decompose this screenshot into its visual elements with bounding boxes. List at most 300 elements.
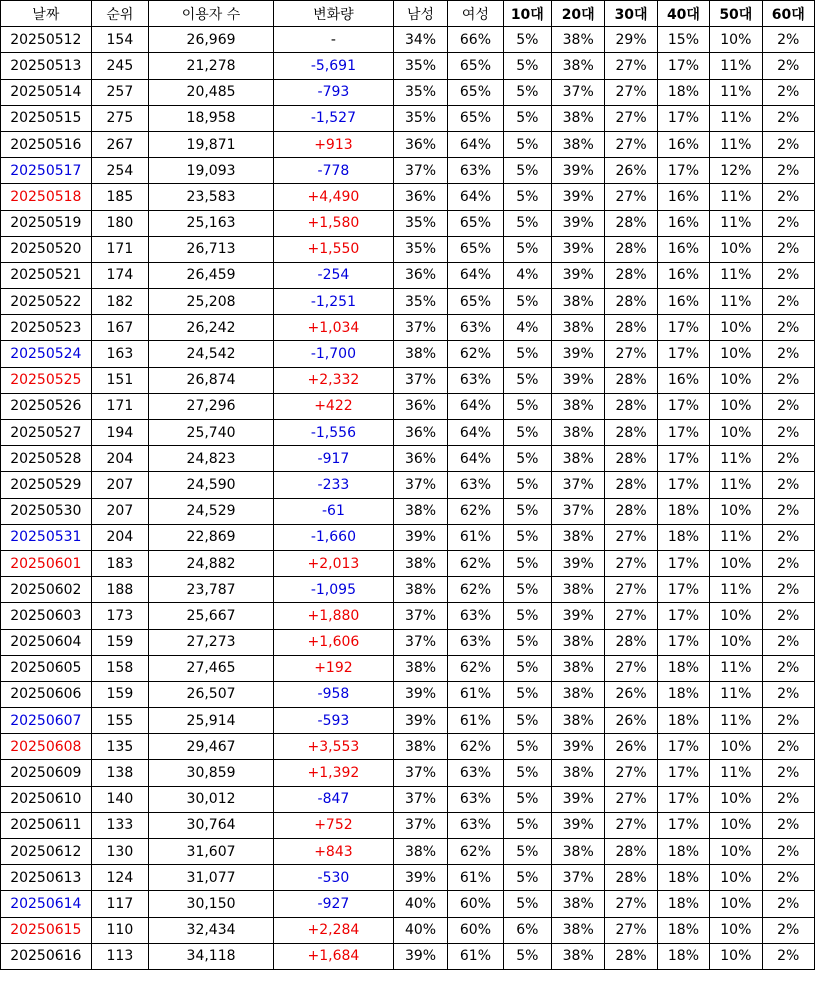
- cell-age-10s: 5%: [503, 367, 551, 393]
- cell-age-50s: 10%: [710, 236, 762, 262]
- cell-change: +4,490: [273, 184, 393, 210]
- cell-change: +422: [273, 393, 393, 419]
- cell-age-30s: 28%: [605, 236, 657, 262]
- table-row: [1, 891, 815, 917]
- cell-users: 29,467: [149, 734, 274, 760]
- cell-female: 62%: [448, 341, 503, 367]
- cell-age-60s: 2%: [762, 917, 814, 943]
- cell-date: 20250604: [1, 629, 92, 655]
- cell-age-40s: 18%: [657, 865, 709, 891]
- cell-age-50s: 11%: [710, 577, 762, 603]
- cell-male: 36%: [393, 446, 447, 472]
- cell-age-30s: 26%: [605, 681, 657, 707]
- header-male: 남성: [393, 1, 447, 27]
- cell-age-50s: 12%: [710, 158, 762, 184]
- cell-age-60s: 2%: [762, 53, 814, 79]
- cell-age-30s: 27%: [605, 655, 657, 681]
- cell-rank: 155: [91, 708, 148, 734]
- cell-rank: 207: [91, 498, 148, 524]
- cell-age-20s: 38%: [552, 27, 605, 53]
- cell-users: 25,914: [149, 708, 274, 734]
- cell-users: 26,459: [149, 262, 274, 288]
- cell-female: 63%: [448, 367, 503, 393]
- cell-age-20s: 39%: [552, 550, 605, 576]
- cell-rank: 163: [91, 341, 148, 367]
- cell-users: 30,012: [149, 786, 274, 812]
- table-row: [1, 341, 815, 367]
- cell-female: 64%: [448, 262, 503, 288]
- cell-age-50s: 11%: [710, 524, 762, 550]
- cell-age-50s: 11%: [710, 105, 762, 131]
- header-users: 이용자 수: [149, 1, 274, 27]
- cell-users: 26,242: [149, 315, 274, 341]
- cell-male: 35%: [393, 210, 447, 236]
- cell-age-10s: 4%: [503, 315, 551, 341]
- cell-age-40s: 16%: [657, 262, 709, 288]
- cell-rank: 204: [91, 446, 148, 472]
- cell-age-10s: 5%: [503, 210, 551, 236]
- cell-age-50s: 11%: [710, 655, 762, 681]
- cell-age-20s: 37%: [552, 79, 605, 105]
- cell-age-40s: 17%: [657, 393, 709, 419]
- cell-male: 36%: [393, 184, 447, 210]
- cell-change: +2,332: [273, 367, 393, 393]
- cell-rank: 130: [91, 839, 148, 865]
- cell-age-10s: 5%: [503, 472, 551, 498]
- cell-date: 20250517: [1, 158, 92, 184]
- cell-users: 24,529: [149, 498, 274, 524]
- cell-age-30s: 28%: [605, 472, 657, 498]
- cell-age-20s: 39%: [552, 184, 605, 210]
- cell-date: 20250606: [1, 681, 92, 707]
- cell-female: 60%: [448, 917, 503, 943]
- table-row: [1, 524, 815, 550]
- cell-age-30s: 28%: [605, 839, 657, 865]
- cell-rank: 117: [91, 891, 148, 917]
- cell-age-10s: 5%: [503, 53, 551, 79]
- cell-age-20s: 38%: [552, 577, 605, 603]
- cell-age-30s: 26%: [605, 158, 657, 184]
- cell-age-50s: 11%: [710, 79, 762, 105]
- header-age-60s: 60대: [762, 1, 814, 27]
- cell-rank: 173: [91, 603, 148, 629]
- cell-age-40s: 16%: [657, 210, 709, 236]
- cell-date: 20250528: [1, 446, 92, 472]
- cell-age-40s: 18%: [657, 498, 709, 524]
- cell-male: 39%: [393, 681, 447, 707]
- cell-age-60s: 2%: [762, 734, 814, 760]
- cell-users: 30,150: [149, 891, 274, 917]
- cell-age-40s: 17%: [657, 603, 709, 629]
- cell-change: -793: [273, 79, 393, 105]
- cell-female: 63%: [448, 315, 503, 341]
- cell-age-60s: 2%: [762, 393, 814, 419]
- cell-age-20s: 38%: [552, 681, 605, 707]
- cell-age-20s: 39%: [552, 786, 605, 812]
- cell-age-60s: 2%: [762, 681, 814, 707]
- cell-change: +843: [273, 839, 393, 865]
- cell-date: 20250524: [1, 341, 92, 367]
- cell-age-40s: 17%: [657, 760, 709, 786]
- cell-change: +913: [273, 131, 393, 157]
- cell-age-10s: 5%: [503, 760, 551, 786]
- cell-age-60s: 2%: [762, 446, 814, 472]
- cell-age-10s: 5%: [503, 27, 551, 53]
- cell-age-10s: 5%: [503, 236, 551, 262]
- cell-age-30s: 27%: [605, 105, 657, 131]
- cell-age-20s: 39%: [552, 367, 605, 393]
- cell-age-40s: 17%: [657, 472, 709, 498]
- cell-age-40s: 16%: [657, 236, 709, 262]
- cell-female: 62%: [448, 577, 503, 603]
- cell-age-60s: 2%: [762, 550, 814, 576]
- cell-change: +1,392: [273, 760, 393, 786]
- cell-age-30s: 27%: [605, 524, 657, 550]
- cell-female: 61%: [448, 524, 503, 550]
- cell-age-30s: 27%: [605, 79, 657, 105]
- cell-rank: 171: [91, 236, 148, 262]
- cell-male: 36%: [393, 420, 447, 446]
- cell-age-10s: 5%: [503, 524, 551, 550]
- cell-age-40s: 17%: [657, 105, 709, 131]
- header-age-30s: 30대: [605, 1, 657, 27]
- cell-change: -1,527: [273, 105, 393, 131]
- cell-age-20s: 38%: [552, 393, 605, 419]
- table-row: [1, 446, 815, 472]
- cell-age-40s: 18%: [657, 524, 709, 550]
- cell-age-60s: 2%: [762, 629, 814, 655]
- cell-female: 63%: [448, 158, 503, 184]
- cell-change: -778: [273, 158, 393, 184]
- cell-age-20s: 39%: [552, 210, 605, 236]
- cell-male: 35%: [393, 79, 447, 105]
- cell-female: 64%: [448, 131, 503, 157]
- cell-change: -927: [273, 891, 393, 917]
- cell-date: 20250515: [1, 105, 92, 131]
- cell-date: 20250616: [1, 943, 92, 969]
- cell-male: 35%: [393, 289, 447, 315]
- cell-age-10s: 5%: [503, 943, 551, 969]
- cell-age-10s: 4%: [503, 262, 551, 288]
- cell-date: 20250609: [1, 760, 92, 786]
- cell-age-10s: 5%: [503, 708, 551, 734]
- cell-date: 20250612: [1, 839, 92, 865]
- cell-users: 19,093: [149, 158, 274, 184]
- cell-age-30s: 26%: [605, 734, 657, 760]
- cell-age-30s: 27%: [605, 891, 657, 917]
- cell-male: 38%: [393, 734, 447, 760]
- table-row: [1, 655, 815, 681]
- cell-age-50s: 11%: [710, 184, 762, 210]
- table-row: [1, 210, 815, 236]
- cell-female: 63%: [448, 472, 503, 498]
- cell-age-50s: 10%: [710, 603, 762, 629]
- cell-age-60s: 2%: [762, 498, 814, 524]
- cell-age-30s: 27%: [605, 341, 657, 367]
- cell-age-60s: 2%: [762, 158, 814, 184]
- cell-age-50s: 11%: [710, 210, 762, 236]
- cell-age-10s: 5%: [503, 184, 551, 210]
- cell-change: +1,034: [273, 315, 393, 341]
- cell-age-60s: 2%: [762, 760, 814, 786]
- header-change: 변화량: [273, 1, 393, 27]
- cell-age-10s: 5%: [503, 734, 551, 760]
- cell-age-40s: 17%: [657, 577, 709, 603]
- cell-age-60s: 2%: [762, 839, 814, 865]
- cell-age-50s: 10%: [710, 498, 762, 524]
- cell-age-10s: 5%: [503, 446, 551, 472]
- table-row: [1, 629, 815, 655]
- cell-date: 20250522: [1, 289, 92, 315]
- cell-female: 64%: [448, 446, 503, 472]
- cell-age-10s: 5%: [503, 603, 551, 629]
- header-female: 여성: [448, 1, 503, 27]
- cell-change: -917: [273, 446, 393, 472]
- cell-date: 20250530: [1, 498, 92, 524]
- cell-users: 23,583: [149, 184, 274, 210]
- cell-users: 24,542: [149, 341, 274, 367]
- cell-age-30s: 27%: [605, 53, 657, 79]
- cell-age-40s: 18%: [657, 891, 709, 917]
- cell-age-40s: 17%: [657, 734, 709, 760]
- cell-rank: 180: [91, 210, 148, 236]
- cell-change: +1,606: [273, 629, 393, 655]
- cell-male: 38%: [393, 577, 447, 603]
- cell-rank: 158: [91, 655, 148, 681]
- cell-age-40s: 17%: [657, 629, 709, 655]
- cell-age-20s: 38%: [552, 760, 605, 786]
- table-row: [1, 131, 815, 157]
- cell-date: 20250614: [1, 891, 92, 917]
- table-row: [1, 184, 815, 210]
- cell-male: 37%: [393, 812, 447, 838]
- cell-female: 65%: [448, 105, 503, 131]
- cell-age-30s: 29%: [605, 27, 657, 53]
- cell-rank: 185: [91, 184, 148, 210]
- cell-female: 61%: [448, 708, 503, 734]
- cell-age-40s: 17%: [657, 53, 709, 79]
- cell-change: -593: [273, 708, 393, 734]
- cell-change: +1,880: [273, 603, 393, 629]
- cell-age-40s: 17%: [657, 446, 709, 472]
- cell-age-50s: 10%: [710, 786, 762, 812]
- cell-age-20s: 39%: [552, 734, 605, 760]
- cell-age-40s: 18%: [657, 917, 709, 943]
- table-row: [1, 577, 815, 603]
- cell-age-30s: 28%: [605, 629, 657, 655]
- cell-age-10s: 5%: [503, 498, 551, 524]
- cell-male: 37%: [393, 760, 447, 786]
- cell-change: +1,684: [273, 943, 393, 969]
- table-row: [1, 262, 815, 288]
- cell-users: 26,874: [149, 367, 274, 393]
- cell-change: -233: [273, 472, 393, 498]
- cell-date: 20250526: [1, 393, 92, 419]
- cell-female: 64%: [448, 393, 503, 419]
- cell-rank: 167: [91, 315, 148, 341]
- table-row: [1, 812, 815, 838]
- cell-users: 31,607: [149, 839, 274, 865]
- cell-age-30s: 27%: [605, 184, 657, 210]
- cell-change: -847: [273, 786, 393, 812]
- cell-users: 26,507: [149, 681, 274, 707]
- cell-age-50s: 10%: [710, 420, 762, 446]
- cell-date: 20250601: [1, 550, 92, 576]
- cell-age-50s: 11%: [710, 262, 762, 288]
- cell-users: 25,667: [149, 603, 274, 629]
- table-row: [1, 734, 815, 760]
- table-row: [1, 367, 815, 393]
- cell-age-40s: 18%: [657, 943, 709, 969]
- cell-change: +3,553: [273, 734, 393, 760]
- cell-age-50s: 10%: [710, 943, 762, 969]
- cell-age-20s: 38%: [552, 655, 605, 681]
- table-row: [1, 27, 815, 53]
- cell-female: 65%: [448, 236, 503, 262]
- cell-male: 40%: [393, 917, 447, 943]
- cell-age-10s: 5%: [503, 341, 551, 367]
- cell-female: 63%: [448, 603, 503, 629]
- cell-date: 20250610: [1, 786, 92, 812]
- cell-female: 62%: [448, 655, 503, 681]
- cell-users: 22,869: [149, 524, 274, 550]
- cell-age-40s: 17%: [657, 341, 709, 367]
- cell-change: -1,660: [273, 524, 393, 550]
- cell-rank: 174: [91, 262, 148, 288]
- cell-age-50s: 11%: [710, 53, 762, 79]
- cell-age-50s: 10%: [710, 550, 762, 576]
- cell-age-20s: 39%: [552, 236, 605, 262]
- table-row: [1, 79, 815, 105]
- cell-female: 63%: [448, 786, 503, 812]
- cell-female: 65%: [448, 79, 503, 105]
- cell-age-20s: 38%: [552, 105, 605, 131]
- cell-rank: 204: [91, 524, 148, 550]
- cell-male: 36%: [393, 393, 447, 419]
- cell-age-60s: 2%: [762, 289, 814, 315]
- cell-male: 37%: [393, 367, 447, 393]
- cell-female: 65%: [448, 210, 503, 236]
- cell-age-40s: 18%: [657, 655, 709, 681]
- cell-users: 23,787: [149, 577, 274, 603]
- cell-age-40s: 17%: [657, 158, 709, 184]
- cell-male: 37%: [393, 786, 447, 812]
- cell-users: 25,163: [149, 210, 274, 236]
- cell-female: 62%: [448, 839, 503, 865]
- cell-male: 39%: [393, 865, 447, 891]
- cell-male: 38%: [393, 341, 447, 367]
- cell-age-10s: 5%: [503, 131, 551, 157]
- cell-age-10s: 5%: [503, 393, 551, 419]
- table-row: [1, 786, 815, 812]
- cell-date: 20250520: [1, 236, 92, 262]
- cell-age-60s: 2%: [762, 420, 814, 446]
- cell-age-40s: 17%: [657, 315, 709, 341]
- cell-change: -1,095: [273, 577, 393, 603]
- cell-age-60s: 2%: [762, 708, 814, 734]
- cell-male: 37%: [393, 472, 447, 498]
- cell-date: 20250611: [1, 812, 92, 838]
- cell-female: 62%: [448, 498, 503, 524]
- cell-users: 24,590: [149, 472, 274, 498]
- cell-age-20s: 39%: [552, 603, 605, 629]
- cell-rank: 138: [91, 760, 148, 786]
- cell-age-10s: 5%: [503, 577, 551, 603]
- cell-male: 37%: [393, 158, 447, 184]
- cell-date: 20250521: [1, 262, 92, 288]
- header-age-10s: 10대: [503, 1, 551, 27]
- cell-date: 20250523: [1, 315, 92, 341]
- cell-age-20s: 39%: [552, 158, 605, 184]
- cell-age-50s: 10%: [710, 393, 762, 419]
- cell-age-10s: 5%: [503, 550, 551, 576]
- cell-male: 37%: [393, 603, 447, 629]
- cell-age-50s: 10%: [710, 891, 762, 917]
- cell-age-40s: 17%: [657, 420, 709, 446]
- cell-age-20s: 37%: [552, 472, 605, 498]
- cell-date: 20250518: [1, 184, 92, 210]
- cell-change: +1,550: [273, 236, 393, 262]
- cell-age-60s: 2%: [762, 341, 814, 367]
- cell-users: 34,118: [149, 943, 274, 969]
- cell-age-10s: 5%: [503, 812, 551, 838]
- cell-age-30s: 27%: [605, 131, 657, 157]
- cell-users: 26,713: [149, 236, 274, 262]
- cell-users: 25,208: [149, 289, 274, 315]
- cell-rank: 124: [91, 865, 148, 891]
- cell-age-60s: 2%: [762, 786, 814, 812]
- cell-age-60s: 2%: [762, 315, 814, 341]
- cell-rank: 113: [91, 943, 148, 969]
- cell-age-20s: 37%: [552, 865, 605, 891]
- cell-date: 20250605: [1, 655, 92, 681]
- cell-users: 30,764: [149, 812, 274, 838]
- cell-date: 20250529: [1, 472, 92, 498]
- cell-age-50s: 11%: [710, 708, 762, 734]
- cell-age-20s: 38%: [552, 708, 605, 734]
- cell-age-20s: 38%: [552, 629, 605, 655]
- cell-change: -1,700: [273, 341, 393, 367]
- cell-users: 30,859: [149, 760, 274, 786]
- cell-age-10s: 5%: [503, 420, 551, 446]
- cell-age-20s: 38%: [552, 839, 605, 865]
- cell-rank: 110: [91, 917, 148, 943]
- cell-female: 63%: [448, 812, 503, 838]
- cell-age-10s: 5%: [503, 681, 551, 707]
- cell-female: 60%: [448, 891, 503, 917]
- cell-change: +752: [273, 812, 393, 838]
- cell-age-10s: 5%: [503, 158, 551, 184]
- cell-rank: 154: [91, 27, 148, 53]
- cell-age-50s: 11%: [710, 472, 762, 498]
- cell-users: 24,882: [149, 550, 274, 576]
- cell-age-60s: 2%: [762, 210, 814, 236]
- cell-age-60s: 2%: [762, 27, 814, 53]
- cell-users: 31,077: [149, 865, 274, 891]
- cell-age-20s: 38%: [552, 524, 605, 550]
- cell-female: 62%: [448, 734, 503, 760]
- cell-male: 35%: [393, 105, 447, 131]
- cell-age-50s: 10%: [710, 629, 762, 655]
- cell-male: 38%: [393, 655, 447, 681]
- cell-age-30s: 28%: [605, 420, 657, 446]
- cell-age-60s: 2%: [762, 184, 814, 210]
- cell-rank: 133: [91, 812, 148, 838]
- cell-users: 32,434: [149, 917, 274, 943]
- cell-age-30s: 28%: [605, 210, 657, 236]
- cell-age-30s: 28%: [605, 498, 657, 524]
- cell-date: 20250513: [1, 53, 92, 79]
